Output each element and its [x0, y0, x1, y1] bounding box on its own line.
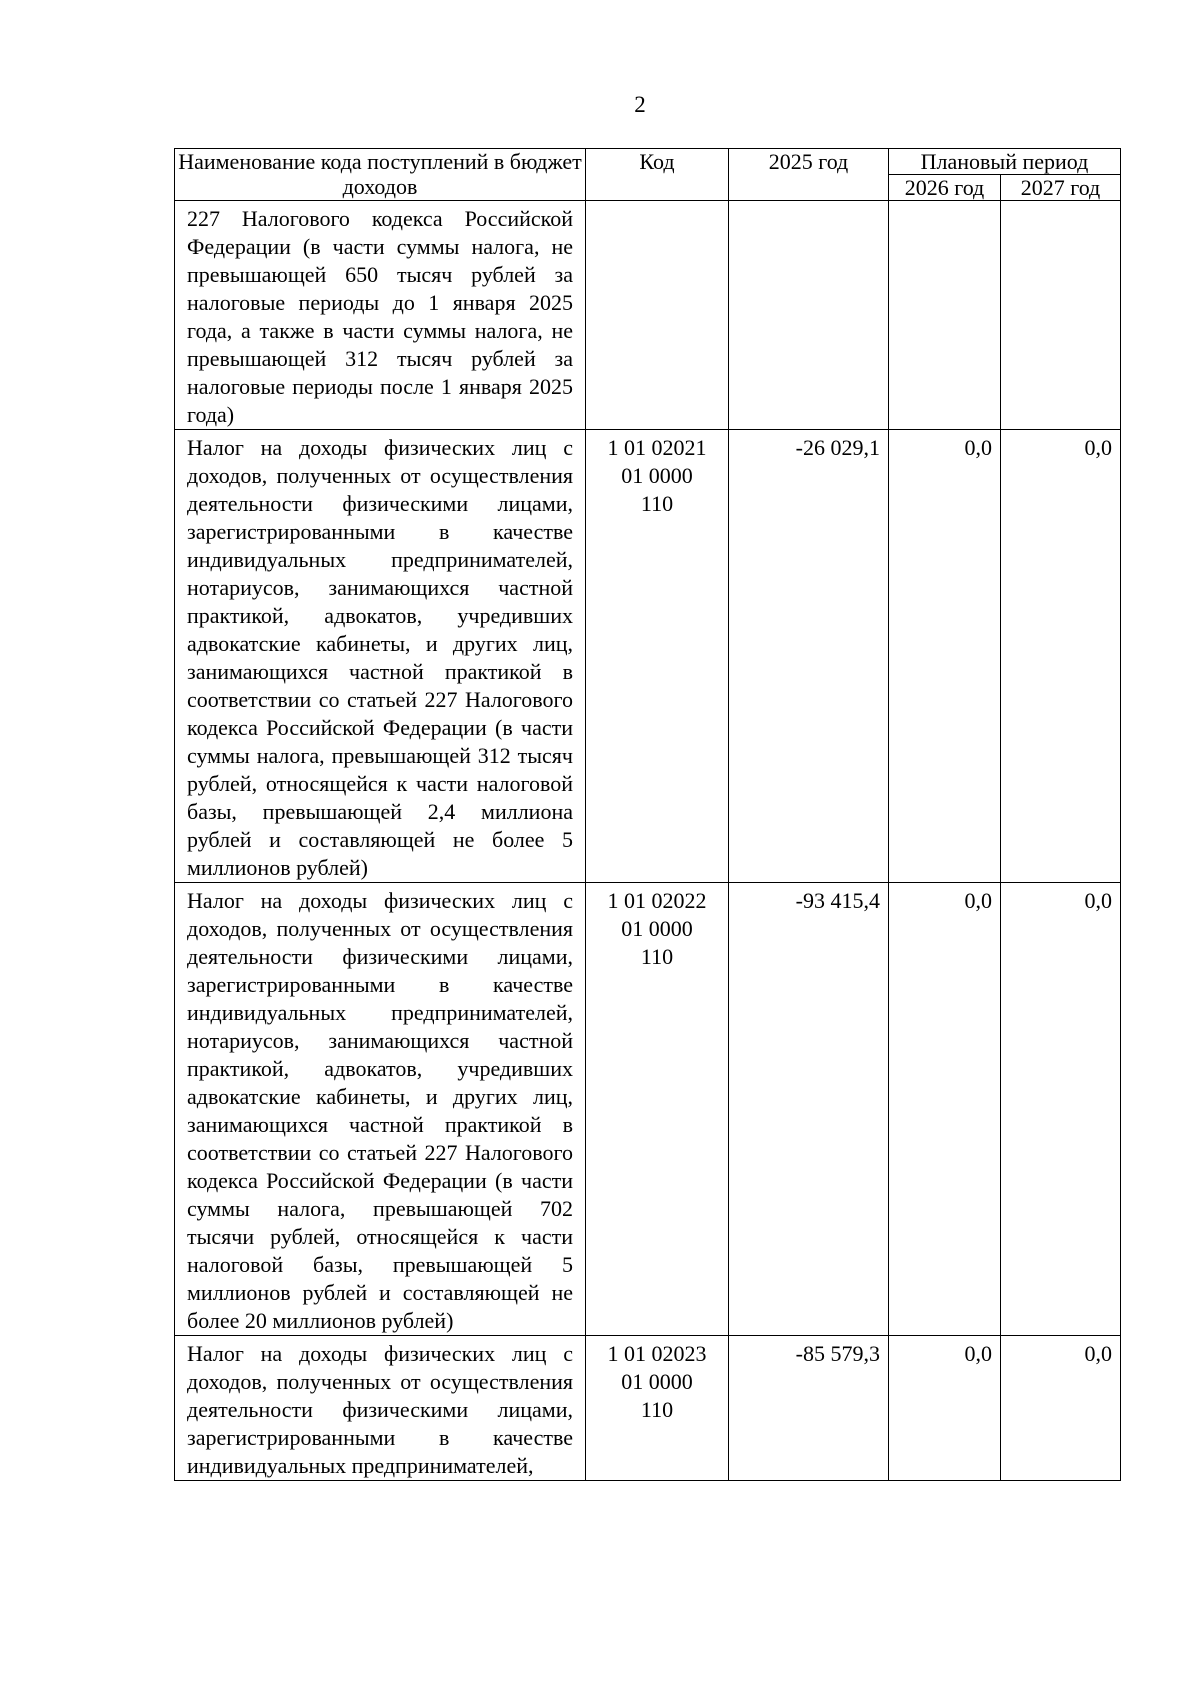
row-2027: 0,0: [1001, 1336, 1121, 1481]
row-2026: [889, 201, 1001, 430]
code-part: 110: [640, 944, 674, 969]
row-2027: 0,0: [1001, 430, 1121, 883]
code-part: 01 0000: [621, 1369, 693, 1394]
code-part: 01 0000: [621, 463, 693, 488]
header-2025: 2025 год: [729, 149, 889, 201]
row-name: 227 Налогового кодекса Российской Федерации (в части суммы налога, не превышающей 650 тысяч рублей за налоговые периоды до 1 января 2025 года, а также в части суммы налога, не превышающей 312 тысяч рублей за налоговые периоды после 1 января 2025 года): [175, 201, 586, 430]
table-header-row: [175, 149, 1121, 175]
revenue-table: [174, 148, 1121, 1481]
table-row: [175, 1336, 1121, 1481]
table-row: [175, 883, 1121, 1336]
row-2027: [1001, 201, 1121, 430]
header-code: Код: [586, 149, 729, 201]
table-row: [175, 201, 1121, 430]
page-number: 2: [634, 92, 646, 117]
code-part: 1 01 02021: [607, 435, 707, 460]
code-part: 110: [640, 1397, 674, 1422]
row-name: Налог на доходы физических лиц с доходов, полученных от осуществления деятельности физическими лицами, зарегистрированными в качестве индивидуальных предпринимателей, нотариусов, занимающихся частной практикой, адвокатов, учредивших адвокатские кабинеты, и других лиц, занимающихся частной практикой в соответствии со статьей 227 Налогового кодекса Российской Федерации (в части суммы налога, превышающей 312 тысяч рублей, относящейся к части налоговой базы, превышающей 2,4 миллиона рублей и составляющей не более 5 миллионов рублей): [175, 430, 586, 883]
code-part: 01 0000: [621, 916, 693, 941]
row-code: [586, 1336, 729, 1481]
code-part: 1 01 02023: [607, 1341, 707, 1366]
header-planned-period: Плановый период: [889, 149, 1121, 175]
table-row: [175, 430, 1121, 883]
header-name: Наименование кода поступлений в бюджет доходов: [175, 149, 586, 201]
header-2026: 2026 год: [889, 175, 1001, 201]
code-part: 110: [640, 491, 674, 516]
row-2025: -26 029,1: [729, 430, 889, 883]
row-code: [586, 883, 729, 1336]
row-2025: [729, 201, 889, 430]
row-2026: 0,0: [889, 1336, 1001, 1481]
row-name: Налог на доходы физических лиц с доходов, полученных от осуществления деятельности физическими лицами, зарегистрированными в качестве индивидуальных предпринимателей, нотариусов, занимающихся частной практикой, адвокатов, учредивших адвокатские кабинеты, и других лиц, занимающихся частной практикой в соответствии со статьей 227 Налогового кодекса Российской Федерации (в части суммы налога, превышающей 702 тысячи рублей, относящейся к части налоговой базы, превышающей 5 миллионов рублей и составляющей не более 20 миллионов рублей): [175, 883, 586, 1336]
row-name: Налог на доходы физических лиц с доходов, полученных от осуществления деятельности физическими лицами, зарегистрированными в качестве индивидуальных предпринимателей,: [175, 1336, 586, 1481]
row-2027: 0,0: [1001, 883, 1121, 1336]
header-2027: 2027 год: [1001, 175, 1121, 201]
row-2026: 0,0: [889, 883, 1001, 1336]
code-part: 1 01 02022: [607, 888, 707, 913]
row-code: [586, 430, 729, 883]
row-2025: -93 415,4: [729, 883, 889, 1336]
row-2026: 0,0: [889, 430, 1001, 883]
row-2025: -85 579,3: [729, 1336, 889, 1481]
row-code: [586, 201, 729, 430]
